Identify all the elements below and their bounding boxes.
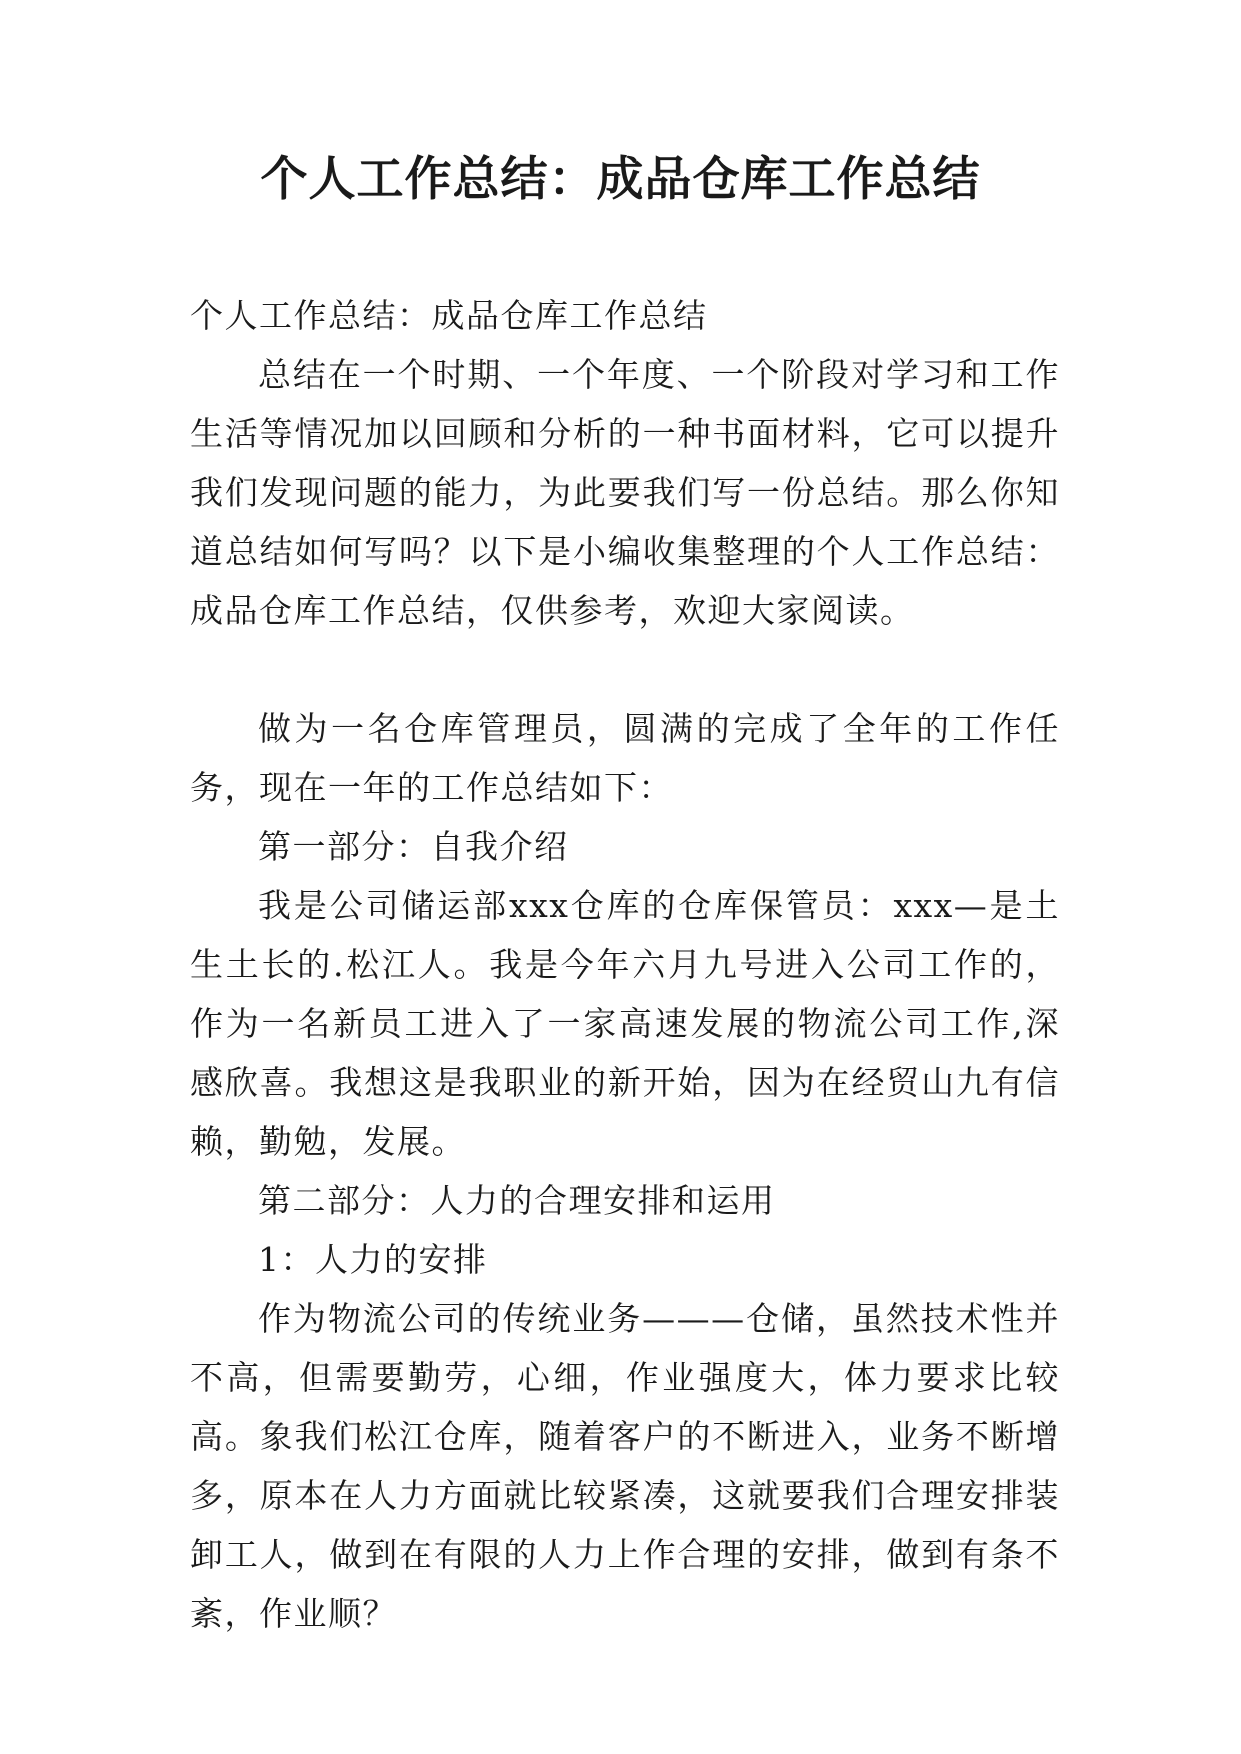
document-title: 个人工作总结：成品仓库工作总结	[260, 152, 981, 207]
paragraph-manpower-arrangement: 作为物流公司的传统业务———仓储，虽然技术性并不高，但需要勤劳，心细，作业强度大，体力要求比较高。象我们松江仓库，随着客户的不断进入，业务不断增多，原本在人力方面就比较紧凑，这就要我们合理安排装卸工人，做到在有限的人力上作合理的安排，做到有条不紊，作业顺？	[190, 1299, 1060, 1633]
paragraph-subtitle: 个人工作总结：成品仓库工作总结	[190, 296, 708, 335]
paragraph-intro: 总结在一个时期、一个年度、一个阶段对学习和工作生活等情况加以回顾和分析的一种书面材料，它可以提升我们发现问题的能力，为此要我们写一份总结。那么你知道总结如何写吗？以下是小编收集整理的个人工作总结：成品仓库工作总结，仅供参考，欢迎大家阅读。	[190, 355, 1060, 630]
paragraph-opening: 做为一名仓库管理员，圆满的完成了全年的工作任务，现在一年的工作总结如下：	[190, 709, 1060, 807]
section-heading-part-two: 第二部分：人力的合理安排和运用	[258, 1181, 776, 1220]
document-body	[190, 286, 1060, 1643]
paragraph-self-introduction: 我是公司储运部xxx仓库的仓库保管员：xxx—是土生土长的.松江人。我是今年六月九号进入公司工作的，作为一名新员工进入了一家高速发展的物流公司工作,深感欣喜。我想这是我职业的新开始，因为在经贸山九有信赖，勤勉，发展。	[190, 886, 1060, 1161]
section-heading-part-one: 第一部分：自我介绍	[258, 827, 569, 866]
subsection-heading-manpower: 1：人力的安排	[258, 1240, 488, 1279]
